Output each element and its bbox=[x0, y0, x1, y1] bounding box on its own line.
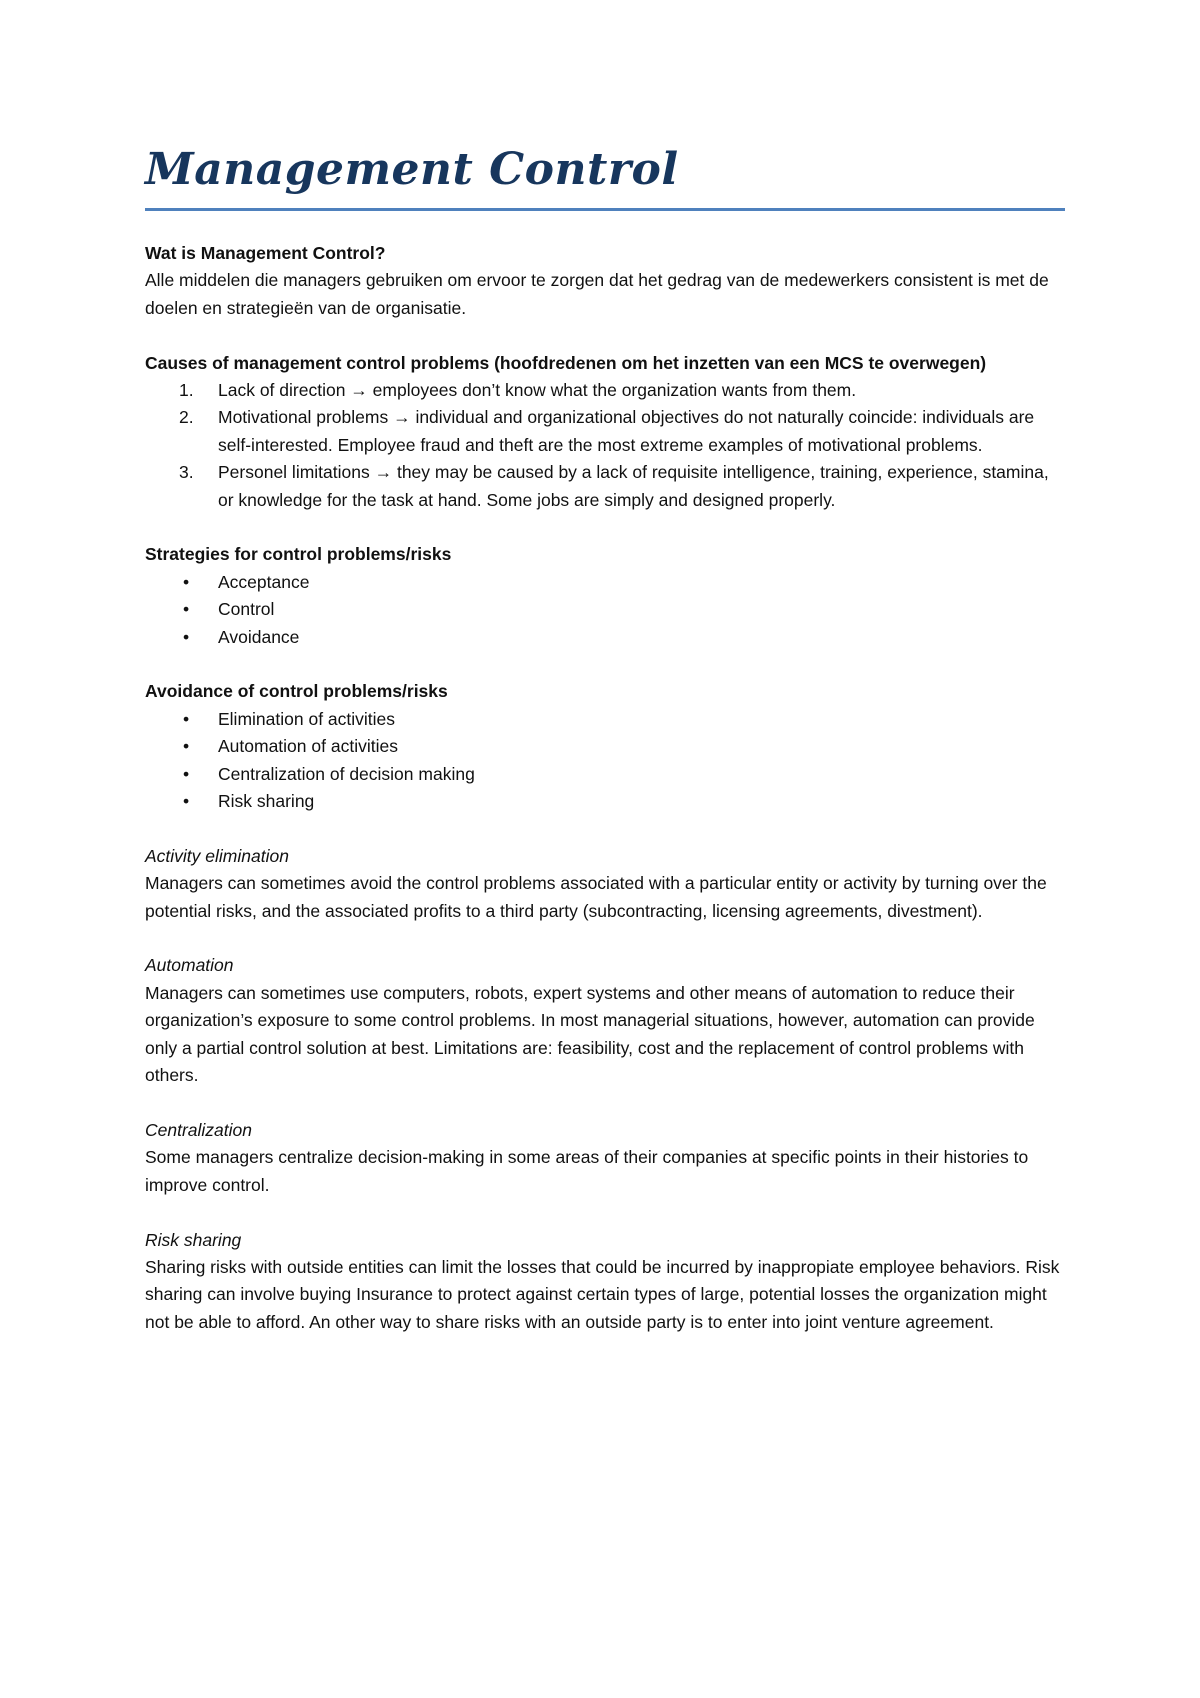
list-item-text: Personel limitations → they may be caused by a lack of requisite intelligence, training, experience, stamina, or knowledge for the task at hand. Some jobs are simply and designed properly. bbox=[218, 462, 1049, 510]
list-item bbox=[145, 761, 1065, 788]
list-item-text: Elimination of activities bbox=[218, 708, 396, 729]
bullet-icon: • bbox=[183, 571, 190, 592]
bullet-icon: • bbox=[183, 626, 190, 647]
list-item-text: Lack of direction → employees don’t know what the organization wants from them. bbox=[218, 380, 857, 401]
section-heading-automation: Automation bbox=[145, 955, 234, 976]
list-item bbox=[145, 569, 1065, 596]
section-heading-causes: Causes of management control problems (hoofdredenen om het inzetten van een MCS te overwegen) bbox=[145, 352, 987, 373]
bullet-icon: • bbox=[183, 599, 190, 620]
spacer bbox=[145, 322, 1065, 349]
list-item bbox=[145, 788, 1065, 815]
section-heading-strategies: Strategies for control problems/risks bbox=[145, 544, 452, 565]
list-item-text: Control bbox=[218, 599, 275, 620]
section-text-automation: Managers can sometimes use computers, robots, expert systems and other means of automation to reduce their organization’s exposure to some control problems. In most managerial situations, however, automation can provide only a partial control solution at best. Limitations are: feasibility, cost and the replacement of control problems with others. bbox=[145, 982, 1035, 1086]
list-item-text: Risk sharing bbox=[218, 791, 315, 812]
list-item-text: Centralization of decision making bbox=[218, 763, 475, 784]
section-heading-intro: Wat is Management Control? bbox=[145, 243, 386, 263]
section-text-risk-sharing: Sharing risks with outside entities can limit the losses that could be incurred by inappropiate employee behaviors. Risk sharing can involve buying Insurance to protect against certain types of large, potential losses the organization might not be able to afford. An other way to share risks with an outside party is to enter into joint venture agreement. bbox=[145, 1256, 1060, 1332]
strategies-list bbox=[145, 569, 1065, 651]
bullet-icon: • bbox=[183, 708, 190, 729]
spacer bbox=[145, 925, 1065, 952]
section-heading-avoidance: Avoidance of control problems/risks bbox=[145, 681, 448, 702]
list-item bbox=[145, 733, 1065, 760]
section-heading-risk-sharing: Risk sharing bbox=[145, 1229, 242, 1250]
section-text-activity-elimination: Managers can sometimes avoid the control problems associated with a particular entity or activity by turning over the potential risks, and the associated profits to a third party (subcontracting, licensing agreements, divestment). bbox=[145, 873, 1047, 921]
document-page bbox=[145, 140, 1065, 1336]
bullet-icon: • bbox=[183, 763, 190, 784]
bullet-icon: • bbox=[183, 736, 190, 757]
list-item-text: Acceptance bbox=[218, 571, 310, 592]
list-item bbox=[145, 459, 1065, 514]
list-number: 2. bbox=[179, 407, 194, 428]
spacer bbox=[145, 815, 1065, 842]
list-item-text: Automation of activities bbox=[218, 736, 398, 757]
document-title: Management Control bbox=[145, 140, 1065, 211]
list-number: 3. bbox=[179, 462, 194, 483]
document-body bbox=[145, 240, 1065, 1336]
list-item-text: Motivational problems → individual and organizational objectives do not naturally coincide: individuals are self-interested. Employee fraud and theft are the most extreme examples of motivational problems. bbox=[218, 407, 1035, 455]
causes-list bbox=[145, 377, 1065, 514]
section-text-intro: Alle middelen die managers gebruiken om ervoor te zorgen dat het gedrag van de medewerkers consistent is met de doelen en strategieën van de organisatie. bbox=[145, 270, 1049, 318]
list-item-text: Avoidance bbox=[218, 626, 300, 647]
list-number: 1. bbox=[179, 380, 194, 401]
list-item bbox=[145, 377, 1065, 404]
spacer bbox=[145, 651, 1065, 678]
section-text-centralization: Some managers centralize decision-making in some areas of their companies at specific points in their histories to improve control. bbox=[145, 1147, 1029, 1195]
list-item bbox=[145, 706, 1065, 733]
section-heading-centralization: Centralization bbox=[145, 1119, 252, 1140]
list-item bbox=[145, 596, 1065, 623]
avoidance-list bbox=[145, 706, 1065, 816]
list-item bbox=[145, 624, 1065, 651]
list-item bbox=[145, 404, 1065, 459]
bullet-icon: • bbox=[183, 791, 190, 812]
spacer bbox=[145, 1090, 1065, 1117]
section-heading-activity-elimination: Activity elimination bbox=[145, 845, 289, 866]
spacer bbox=[145, 1199, 1065, 1226]
spacer bbox=[145, 514, 1065, 541]
